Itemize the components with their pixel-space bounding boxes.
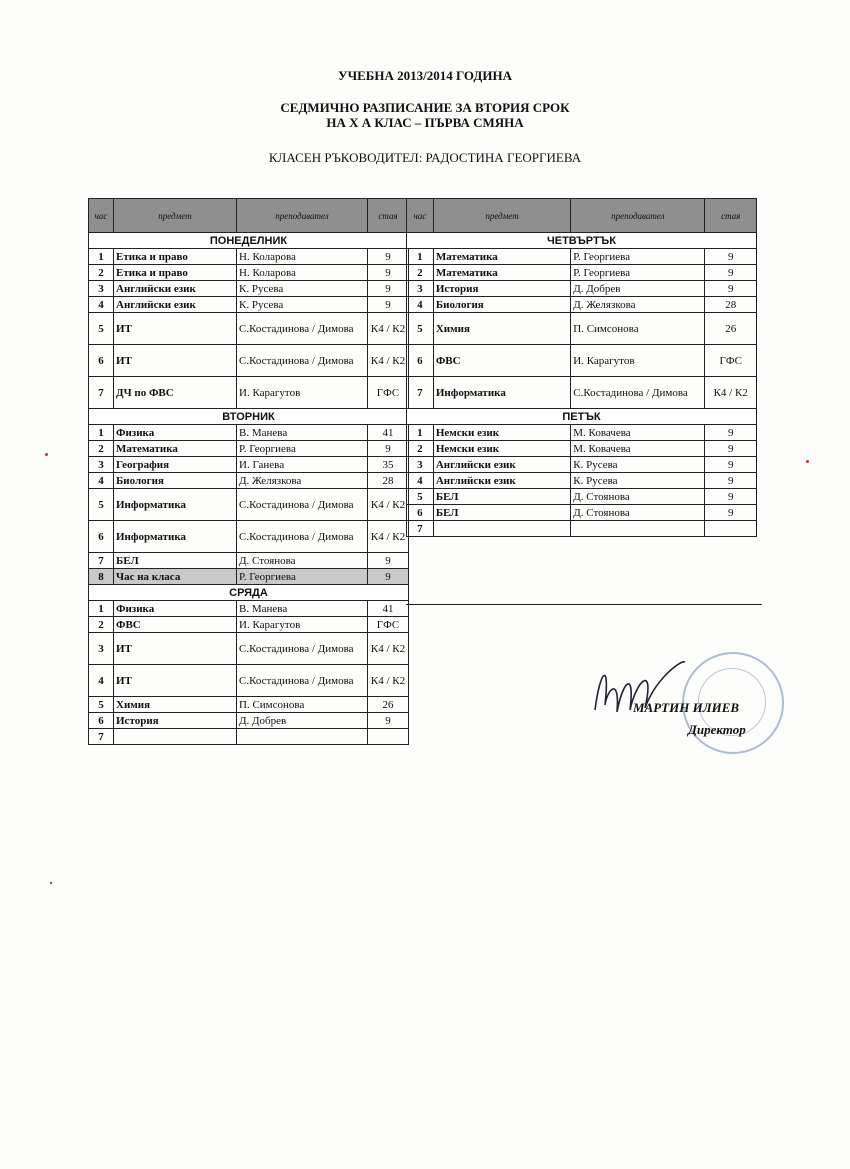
lesson-teacher: С.Костадинова / Димова [571, 377, 705, 409]
schedule-row [407, 281, 757, 297]
lesson-subject: Физика [114, 601, 237, 617]
col-subject: предмет [114, 199, 237, 233]
schedule-row [89, 665, 409, 697]
director-name: МАРТИН ИЛИЕВ [633, 700, 740, 715]
lesson-number: 2 [89, 441, 114, 457]
monday-block [89, 233, 409, 409]
schedule-row [89, 313, 409, 345]
lesson-teacher: Д. Стоянова [237, 553, 368, 569]
schedule-row [89, 489, 409, 521]
schedule-row [89, 457, 409, 473]
lesson-teacher: К. Русева [571, 457, 705, 473]
schedule-row [407, 313, 757, 345]
schedule-row [89, 729, 409, 745]
lesson-teacher: И. Карагутов [237, 377, 368, 409]
lesson-room: К4 / К2 [368, 633, 409, 665]
lesson-teacher: Н. Коларова [237, 265, 368, 281]
schedule-row [89, 601, 409, 617]
lesson-teacher: М. Ковачева [571, 425, 705, 441]
thursday-block [407, 233, 757, 409]
lesson-subject: ИТ [114, 313, 237, 345]
lesson-teacher: К. Русева [237, 281, 368, 297]
lesson-room: К4 / К2 [368, 665, 409, 697]
friday-block [407, 409, 757, 537]
day-name: СРЯДА [89, 585, 409, 601]
schedule-title: СЕДМИЧНО РАЗПИСАНИЕ ЗА ВТОРИЯ СРОК [280, 100, 570, 115]
schedule-row [407, 297, 757, 313]
schedule-row [89, 697, 409, 713]
lesson-teacher: Р. Георгиева [571, 249, 705, 265]
lesson-subject: ИТ [114, 665, 237, 697]
speck [50, 882, 52, 884]
day-header-row [89, 233, 409, 249]
lesson-number: 5 [89, 313, 114, 345]
lesson-number: 6 [89, 713, 114, 729]
schedule-row [407, 441, 757, 457]
lesson-teacher: Н. Коларова [237, 249, 368, 265]
lesson-teacher [571, 521, 705, 537]
lesson-subject: Математика [114, 441, 237, 457]
lesson-number: 6 [407, 345, 434, 377]
lesson-subject: Физика [114, 425, 237, 441]
tuesday-block [89, 409, 409, 585]
lesson-room: 35 [368, 457, 409, 473]
left-schedule-table [88, 198, 409, 745]
day-name: ПОНЕДЕЛНИК [89, 233, 409, 249]
lesson-subject: Час на класа [114, 569, 237, 585]
lesson-number: 1 [407, 425, 434, 441]
handwritten-signature [585, 650, 695, 730]
lesson-room: К4 / К2 [368, 313, 409, 345]
schedule-row [407, 489, 757, 505]
lesson-number: 5 [89, 489, 114, 521]
lesson-teacher: С.Костадинова / Димова [237, 489, 368, 521]
lesson-room: 9 [705, 489, 757, 505]
schedule-row [407, 345, 757, 377]
lesson-subject: ИТ [114, 633, 237, 665]
lesson-subject: Английски език [433, 473, 570, 489]
schedule-row [89, 281, 409, 297]
speck [45, 453, 48, 456]
lesson-number: 4 [89, 473, 114, 489]
schedule-row [407, 425, 757, 441]
lesson-room: 26 [705, 313, 757, 345]
school-year: УЧЕБНА 2013/2014 ГОДИНА [338, 68, 512, 83]
lesson-number: 2 [407, 265, 434, 281]
schedule-row [407, 473, 757, 489]
wednesday-block [89, 585, 409, 745]
lesson-number: 6 [89, 345, 114, 377]
lesson-teacher: П. Симсонова [237, 697, 368, 713]
lesson-room: 9 [705, 425, 757, 441]
lesson-room: ГФС [368, 377, 409, 409]
speck [806, 460, 809, 463]
lesson-room: 9 [368, 441, 409, 457]
lesson-teacher: П. Симсонова [571, 313, 705, 345]
schedule-row [89, 265, 409, 281]
lesson-number: 8 [89, 569, 114, 585]
lesson-room [368, 729, 409, 745]
lesson-room: 9 [368, 297, 409, 313]
lesson-room: 9 [705, 441, 757, 457]
lesson-room: К4 / К2 [368, 521, 409, 553]
lesson-subject: ДЧ по ФВС [114, 377, 237, 409]
lesson-number: 7 [89, 377, 114, 409]
day-name: ВТОРНИК [89, 409, 409, 425]
schedule-row [89, 249, 409, 265]
lesson-number: 5 [407, 313, 434, 345]
lesson-number: 4 [89, 297, 114, 313]
schedule-row [89, 377, 409, 409]
day-header-row [89, 585, 409, 601]
day-header-row [89, 409, 409, 425]
lesson-room: 9 [705, 249, 757, 265]
lesson-teacher [237, 729, 368, 745]
lesson-subject: Английски език [433, 457, 570, 473]
lesson-teacher: Д. Желязкова [237, 473, 368, 489]
lesson-teacher: Р. Георгиева [237, 441, 368, 457]
schedule-row [407, 249, 757, 265]
lesson-subject: География [114, 457, 237, 473]
class-title: НА Х А КЛАС – ПЪРВА СМЯНА [326, 115, 524, 130]
lesson-room: 9 [368, 265, 409, 281]
lesson-room: 9 [368, 553, 409, 569]
lesson-teacher: К. Русева [571, 473, 705, 489]
lesson-subject: Химия [114, 697, 237, 713]
schedule-row [89, 473, 409, 489]
lesson-number: 1 [89, 425, 114, 441]
lesson-teacher: В. Манева [237, 601, 368, 617]
lesson-number: 1 [89, 601, 114, 617]
lesson-subject: Етика и право [114, 249, 237, 265]
lesson-number: 4 [407, 297, 434, 313]
lesson-teacher: Д. Добрев [571, 281, 705, 297]
lesson-number: 6 [89, 521, 114, 553]
schedule-row [89, 345, 409, 377]
lesson-number: 1 [407, 249, 434, 265]
lesson-room: 28 [705, 297, 757, 313]
lesson-number: 3 [89, 457, 114, 473]
lesson-teacher: К. Русева [237, 297, 368, 313]
lesson-teacher: И. Карагутов [237, 617, 368, 633]
lesson-room: К4 / К2 [705, 377, 757, 409]
lesson-room: 9 [705, 457, 757, 473]
lesson-room: ГФС [368, 617, 409, 633]
schedule-row [89, 569, 409, 585]
col-teacher: преподавател [571, 199, 705, 233]
lesson-number: 1 [89, 249, 114, 265]
lesson-teacher: Р. Георгиева [237, 569, 368, 585]
lesson-teacher: В. Манева [237, 425, 368, 441]
director-role: Директор [688, 722, 746, 737]
day-header-row [407, 409, 757, 425]
lesson-room: 28 [368, 473, 409, 489]
lesson-subject: Химия [433, 313, 570, 345]
lesson-subject: Немски език [433, 425, 570, 441]
lesson-subject: Биология [433, 297, 570, 313]
lesson-number: 2 [89, 265, 114, 281]
right-schedule-table [406, 198, 757, 537]
lesson-number: 6 [407, 505, 434, 521]
lesson-number: 2 [407, 441, 434, 457]
lesson-subject: Информатика [114, 489, 237, 521]
lesson-teacher: Р. Георгиева [571, 265, 705, 281]
left-header-row [89, 199, 409, 233]
schedule-row [89, 441, 409, 457]
lesson-teacher: С.Костадинова / Димова [237, 521, 368, 553]
schedule-row [89, 297, 409, 313]
class-teacher: КЛАСЕН РЪКОВОДИТЕЛ: РАДОСТИНА ГЕОРГИЕВА [268, 150, 582, 165]
lesson-room: 9 [368, 249, 409, 265]
col-hour: час [407, 199, 434, 233]
schedule-row [89, 713, 409, 729]
lesson-number: 3 [89, 281, 114, 297]
day-header-row [407, 233, 757, 249]
lesson-teacher: Д. Желязкова [571, 297, 705, 313]
lesson-teacher: Д. Стоянова [571, 489, 705, 505]
lesson-subject: ФВС [114, 617, 237, 633]
lesson-room: 9 [705, 281, 757, 297]
lesson-room [705, 521, 757, 537]
col-hour: час [89, 199, 114, 233]
schedule-row [407, 377, 757, 409]
lesson-teacher: М. Ковачева [571, 441, 705, 457]
lesson-teacher: С.Костадинова / Димова [237, 313, 368, 345]
lesson-number: 7 [89, 729, 114, 745]
lesson-number: 5 [407, 489, 434, 505]
lesson-teacher: С.Костадинова / Димова [237, 665, 368, 697]
col-room: стая [368, 199, 409, 233]
lesson-room: 9 [368, 713, 409, 729]
schedule-row [407, 505, 757, 521]
lesson-subject: Информатика [114, 521, 237, 553]
lesson-number: 4 [407, 473, 434, 489]
schedule-row [407, 521, 757, 537]
lesson-room: ГФС [705, 345, 757, 377]
lesson-room: 26 [368, 697, 409, 713]
lesson-subject: Немски език [433, 441, 570, 457]
lesson-room: 41 [368, 425, 409, 441]
lesson-number: 4 [89, 665, 114, 697]
lesson-subject: Етика и право [114, 265, 237, 281]
lesson-number: 2 [89, 617, 114, 633]
schedule-row [89, 521, 409, 553]
lesson-teacher: Д. Добрев [237, 713, 368, 729]
lesson-room: 9 [705, 505, 757, 521]
col-teacher: преподавател [237, 199, 368, 233]
lesson-number: 3 [407, 457, 434, 473]
day-name: ПЕТЪК [407, 409, 757, 425]
lesson-room: К4 / К2 [368, 489, 409, 521]
lesson-number: 5 [89, 697, 114, 713]
lesson-subject [433, 521, 570, 537]
lesson-subject: История [433, 281, 570, 297]
lesson-subject: Математика [433, 249, 570, 265]
lesson-number: 7 [407, 521, 434, 537]
schedule-row [407, 457, 757, 473]
lesson-subject: ФВС [433, 345, 570, 377]
schedule-row [89, 633, 409, 665]
lesson-subject: БЕЛ [114, 553, 237, 569]
schedule-row [89, 617, 409, 633]
schedule-row [89, 425, 409, 441]
lesson-teacher: И. Карагутов [571, 345, 705, 377]
lesson-number: 7 [89, 553, 114, 569]
lesson-subject: Английски език [114, 281, 237, 297]
schedule-row [89, 553, 409, 569]
lesson-number: 7 [407, 377, 434, 409]
table-divider-line [406, 604, 762, 605]
lesson-number: 3 [407, 281, 434, 297]
lesson-teacher: Д. Стоянова [571, 505, 705, 521]
col-subject: предмет [433, 199, 570, 233]
right-header-row [407, 199, 757, 233]
lesson-subject: Английски език [114, 297, 237, 313]
col-room: стая [705, 199, 757, 233]
lesson-room: 9 [368, 281, 409, 297]
lesson-teacher: И. Ганева [237, 457, 368, 473]
lesson-teacher: С.Костадинова / Димова [237, 633, 368, 665]
lesson-subject [114, 729, 237, 745]
lesson-subject: Биология [114, 473, 237, 489]
lesson-room: 41 [368, 601, 409, 617]
lesson-subject: ИТ [114, 345, 237, 377]
lesson-number: 3 [89, 633, 114, 665]
lesson-subject: БЕЛ [433, 505, 570, 521]
lesson-room: 9 [368, 569, 409, 585]
lesson-subject: Информатика [433, 377, 570, 409]
lesson-subject: Математика [433, 265, 570, 281]
schedule-row [407, 265, 757, 281]
lesson-subject: История [114, 713, 237, 729]
lesson-teacher: С.Костадинова / Димова [237, 345, 368, 377]
lesson-room: К4 / К2 [368, 345, 409, 377]
lesson-room: 9 [705, 265, 757, 281]
lesson-subject: БЕЛ [433, 489, 570, 505]
day-name: ЧЕТВЪРТЪК [407, 233, 757, 249]
lesson-room: 9 [705, 473, 757, 489]
